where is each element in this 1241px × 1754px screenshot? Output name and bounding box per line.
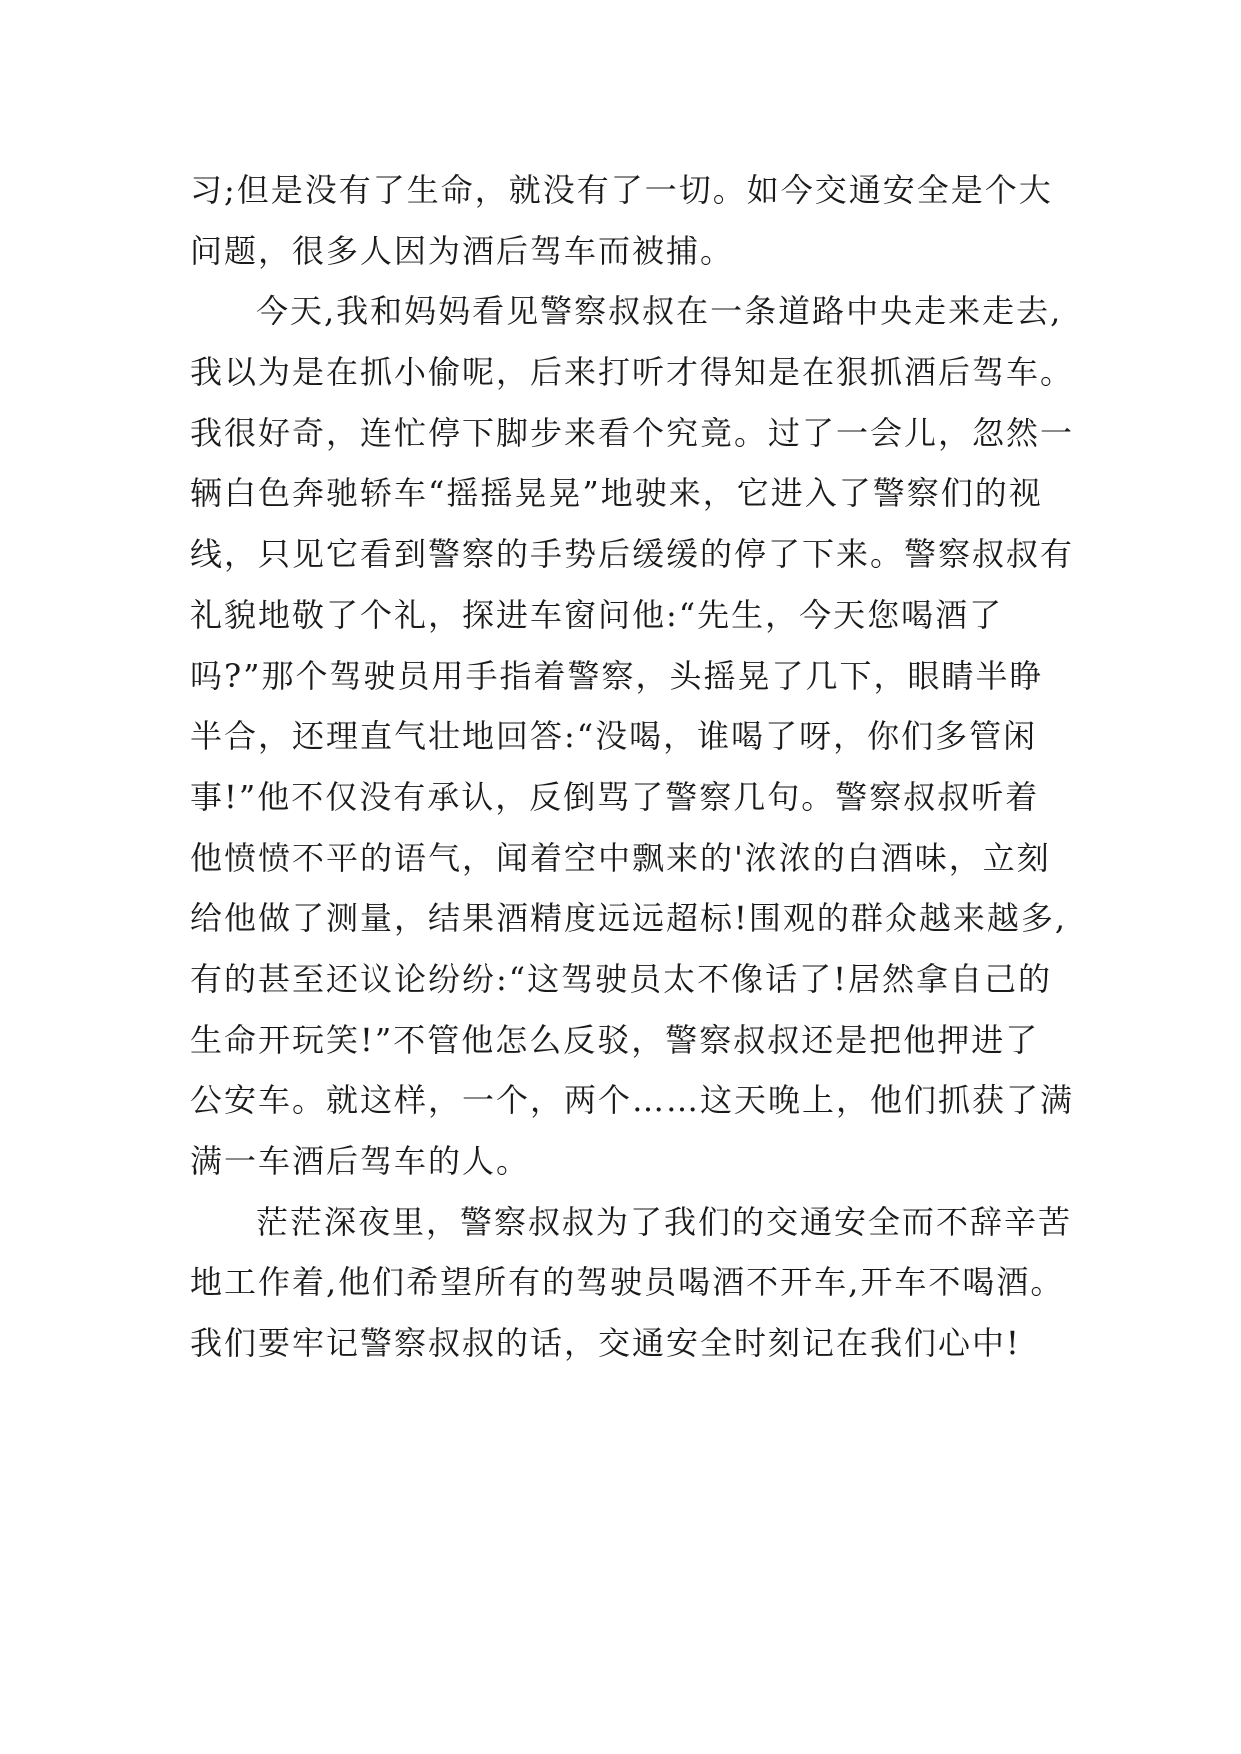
text-line: 吗?”那个驾驶员用手指着警察，头摇晃了几下，眼睛半睁	[190, 656, 1044, 695]
text-line: 今天,我和妈妈看见警察叔叔在一条道路中央走来走去,	[256, 292, 1063, 331]
text-line: 线，只见它看到警察的手势后缓缓的停了下来。警察叔叔有	[190, 535, 1075, 574]
text-line: 我以为是在抓小偷呢，后来打听才得知是在狠抓酒后驾车。	[190, 353, 1075, 392]
text-line: 半合，还理直气壮地回答:“没喝，谁喝了呀，你们多管闲	[190, 717, 1038, 756]
text-line: 事!”他不仅没有承认，反倒骂了警察几句。警察叔叔听着	[190, 777, 1040, 816]
text-line: 礼貌地敬了个礼，探进车窗问他:“先生，今天您喝酒了	[190, 595, 1004, 634]
text-line: 地工作着,他们希望所有的驾驶员喝酒不开车,开车不喝酒。	[190, 1263, 1065, 1302]
essay-body	[190, 160, 1090, 1374]
text-line: 茫茫深夜里，警察叔叔为了我们的交通安全而不辞辛苦	[256, 1202, 1073, 1241]
text-line: 生命开玩笑!”不管他怎么反驳，警察叔叔还是把他押进了	[190, 1020, 1040, 1059]
text-line: 公安车。就这样，一个，两个……这天晚上，他们抓获了满	[190, 1081, 1075, 1120]
text-line: 给他做了测量，结果酒精度远远超标!围观的群众越来越多,	[190, 899, 1068, 938]
text-line: 他愤愤不平的语气，闻着空中飘来的'浓浓的白酒味，立刻	[190, 838, 1051, 877]
text-line: 我们要牢记警察叔叔的话，交通安全时刻记在我们心中!	[190, 1324, 1021, 1363]
text-line: 满一车酒后驾车的人。	[190, 1142, 531, 1180]
text-line: 辆白色奔驰轿车“摇摇晃晃”地驶来，它进入了警察们的视	[190, 474, 1043, 513]
text-line: 有的甚至还议论纷纷:“这驾驶员太不像话了!居然拿自己的	[190, 959, 1053, 998]
text-line: 习;但是没有了生命，就没有了一切。如今交通安全是个大	[190, 171, 1053, 209]
text-line: 我很好奇，连忙停下脚步来看个究竟。过了一会儿，忽然一	[190, 413, 1075, 452]
text-line: 问题，很多人因为酒后驾车而被捕。	[190, 231, 735, 270]
